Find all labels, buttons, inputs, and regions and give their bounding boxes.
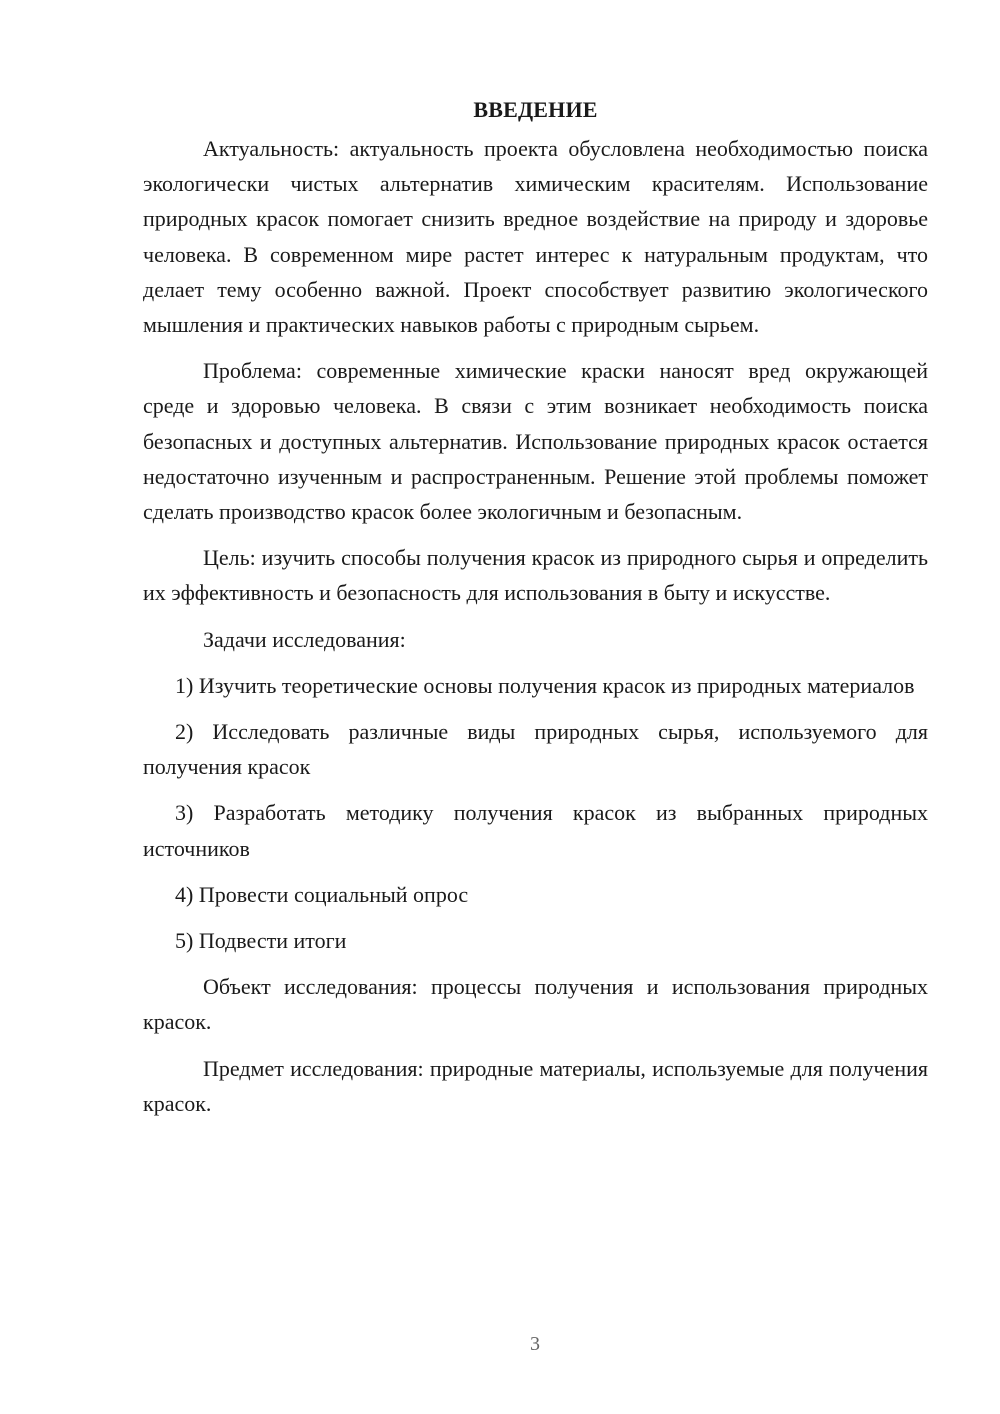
- section-title: ВВЕДЕНИЕ: [473, 97, 598, 122]
- paragraph-subject: Предмет исследования: природные материалы, используемые для получения красок.: [143, 1055, 928, 1116]
- paragraph-relevance: Актуальность: актуальность проекта обусловлена необходимостью поиска экологически чистых альтернатив химическим красителям. Использование природных красок помогает снизить вредное воздействие на природу и здоровье человека. В современном мире растет интерес к натуральным продуктам, что делает тему особенно важной. Проект способствует развитию экологического мышления и практических навыков работы с природным сырьем.: [143, 136, 928, 338]
- task-item-3: 3) Разработать методику получения красок из выбранных природных источников: [143, 800, 928, 861]
- page-number: 3: [530, 1333, 540, 1355]
- task-item-5: 5) Подвести итоги: [175, 928, 347, 954]
- paragraph-object: Объект исследования: процессы получения и использования природных красок.: [143, 974, 928, 1035]
- paragraph-goal: Цель: изучить способы получения красок из природного сырья и определить их эффективность и безопасность для использования в быту и искусстве.: [143, 545, 928, 606]
- paragraph-problem: Проблема: современные химические краски наносят вред окружающей среде и здоровью человека. В связи с этим возникает необходимость поиска безопасных и доступных альтернатив. Использование природных красок остается недостаточно изученным и распространенным. Решение этой проблемы поможет сделать производство красок более экологичным и безопасным.: [143, 358, 928, 525]
- task-item-1: 1) Изучить теоретические основы получения красок из природных материалов: [175, 672, 915, 698]
- task-item-4: 4) Провести социальный опрос: [175, 881, 469, 907]
- document-page: [143, 92, 928, 1132]
- task-item-2: 2) Исследовать различные виды природных сырья, используемого для получения красок: [143, 719, 928, 780]
- paragraph-tasks-heading: Задачи исследования:: [203, 626, 406, 652]
